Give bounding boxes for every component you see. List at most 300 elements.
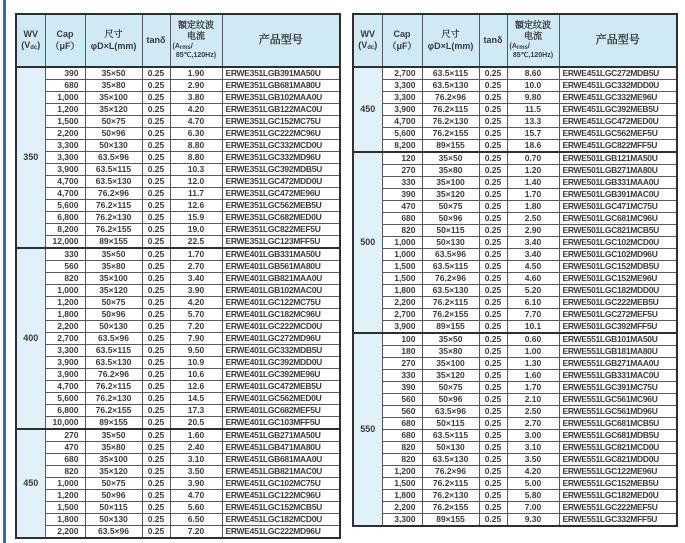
cap-cell: 820	[382, 454, 422, 466]
model-number-cell: ERWE451LGC222MD96U	[222, 526, 340, 539]
ripple-current-cell: 15.7	[507, 128, 559, 140]
cap-cell: 5,600	[45, 200, 85, 212]
col-header-tand: tanδ	[142, 14, 170, 67]
cap-cell: 2,700	[382, 309, 422, 321]
table-body-right	[353, 67, 677, 526]
model-number-cell: ERWE501LGC152MDB5U	[559, 261, 677, 273]
spec-table-left	[15, 13, 341, 539]
size-cell: 63.5×115	[422, 67, 479, 80]
model-number-cell: ERWE401LGC222MCD0U	[222, 321, 340, 333]
size-cell: 50×115	[85, 502, 142, 514]
model-number-cell: ERWE501LGC681MC96U	[559, 213, 677, 225]
tand-cell: 0.25	[479, 502, 507, 514]
ripple-current-cell: 14.5	[170, 393, 222, 405]
cap-cell: 5,600	[45, 393, 85, 405]
tand-cell: 0.25	[479, 225, 507, 237]
ripple-current-cell: 7.20	[170, 321, 222, 333]
size-cell: 63.5×130	[422, 80, 479, 92]
model-number-cell: ERWE551LGC122ME96U	[559, 466, 677, 478]
tand-cell: 0.25	[479, 140, 507, 153]
tand-cell: 0.25	[479, 333, 507, 346]
model-number-cell: ERWE351LGB102MAA0U	[222, 92, 340, 104]
size-cell: 76.2×130	[85, 212, 142, 224]
table-row	[16, 285, 340, 297]
table-row	[353, 466, 677, 478]
cap-cell: 390	[382, 382, 422, 394]
tand-cell: 0.25	[479, 189, 507, 201]
cap-cell: 680	[45, 80, 85, 92]
cap-cell: 3,300	[382, 514, 422, 527]
size-cell: 76.2×155	[422, 309, 479, 321]
tand-cell: 0.25	[479, 80, 507, 92]
cap-cell: 8,200	[382, 140, 422, 153]
cap-cell: 820	[45, 466, 85, 478]
tand-cell: 0.25	[479, 273, 507, 285]
table-row	[16, 429, 340, 442]
model-number-cell: ERWE451LGC272MDB5U	[559, 67, 677, 80]
tand-cell: 0.25	[142, 454, 170, 466]
model-number-cell: ERWE401LGC472MEB5U	[222, 381, 340, 393]
cap-cell: 3,900	[45, 369, 85, 381]
ripple-current-cell: 12.0	[170, 176, 222, 188]
cap-cell: 560	[382, 394, 422, 406]
cap-cell: 1,000	[45, 92, 85, 104]
col-header-model: 产品型号	[559, 14, 677, 67]
model-number-cell: ERWE451LGB821MAC0U	[222, 466, 340, 478]
size-cell: 89×155	[422, 140, 479, 153]
ripple-current-cell: 1.70	[170, 248, 222, 261]
model-number-cell: ERWE401LGC182MC96U	[222, 309, 340, 321]
model-number-cell: ERWE501LGC152ME96U	[559, 273, 677, 285]
tand-cell: 0.25	[142, 104, 170, 116]
size-cell: 76.2×115	[422, 104, 479, 116]
size-cell: 50×115	[422, 418, 479, 430]
tand-cell: 0.25	[479, 237, 507, 249]
tand-cell: 0.25	[142, 164, 170, 176]
table-row	[353, 273, 677, 285]
ripple-current-cell: 1.00	[507, 346, 559, 358]
table-row	[16, 357, 340, 369]
cap-cell: 2,700	[382, 67, 422, 80]
size-cell: 63.5×96	[85, 152, 142, 164]
cap-cell: 1,500	[382, 478, 422, 490]
model-number-cell: ERWE351LGC123MFF5U	[222, 236, 340, 249]
tand-cell: 0.25	[142, 297, 170, 309]
size-cell: 76.2×155	[422, 502, 479, 514]
table-row	[353, 478, 677, 490]
tand-cell: 0.25	[142, 248, 170, 261]
size-cell: 89×155	[85, 236, 142, 249]
tand-cell: 0.25	[479, 430, 507, 442]
tand-cell: 0.25	[142, 188, 170, 200]
cap-cell: 270	[382, 165, 422, 177]
table-row	[353, 104, 677, 116]
size-cell: 50×96	[85, 490, 142, 502]
model-number-cell: ERWE551LGC681MCB5U	[559, 418, 677, 430]
table-row	[16, 405, 340, 417]
tand-cell: 0.25	[479, 213, 507, 225]
cap-cell: 1,500	[382, 273, 422, 285]
model-number-cell: ERWE501LGC471MC75U	[559, 201, 677, 213]
size-cell: 50×130	[422, 442, 479, 454]
size-cell: 50×115	[422, 225, 479, 237]
table-row	[353, 249, 677, 261]
model-number-cell: ERWE351LGC822MEF5U	[222, 224, 340, 236]
tand-cell: 0.25	[142, 176, 170, 188]
spec-table-right	[352, 13, 678, 527]
model-number-cell: ERWE501LGC272MEF5U	[559, 309, 677, 321]
ripple-current-cell: 3.00	[507, 430, 559, 442]
ripple-current-cell: 10.1	[507, 321, 559, 334]
ripple-current-cell: 1.40	[507, 177, 559, 189]
cap-cell: 3,900	[45, 357, 85, 369]
table-body-left	[16, 67, 340, 538]
wv-group-cell: 350	[16, 67, 45, 248]
cap-cell: 560	[45, 261, 85, 273]
table-row	[16, 164, 340, 176]
tand-cell: 0.25	[142, 273, 170, 285]
model-number-cell: ERWE551LGC821MDD0U	[559, 454, 677, 466]
table-row	[16, 490, 340, 502]
size-cell: 63.5×115	[422, 430, 479, 442]
model-number-cell: ERWE501LGC222MEB5U	[559, 297, 677, 309]
size-cell: 50×75	[422, 201, 479, 213]
size-cell: 76.2×115	[422, 478, 479, 490]
ripple-current-cell: 2.70	[507, 418, 559, 430]
tand-cell: 0.25	[142, 490, 170, 502]
size-cell: 35×100	[85, 273, 142, 285]
tand-cell: 0.25	[479, 67, 507, 80]
size-cell: 63.5×96	[85, 333, 142, 345]
model-number-cell: ERWE551LGC681MDB5U	[559, 430, 677, 442]
cap-cell: 270	[382, 358, 422, 370]
table-row	[16, 309, 340, 321]
ripple-current-cell: 10.0	[507, 80, 559, 92]
cap-cell: 100	[382, 333, 422, 346]
size-cell: 76.2×96	[422, 466, 479, 478]
table-row	[16, 116, 340, 128]
table-row	[16, 417, 340, 430]
ripple-current-cell: 5.00	[507, 478, 559, 490]
size-cell: 76.2×155	[85, 224, 142, 236]
tand-cell: 0.25	[142, 405, 170, 417]
ripple-current-cell: 6.50	[170, 514, 222, 526]
table-row	[16, 67, 340, 80]
tand-cell: 0.25	[142, 224, 170, 236]
col-header-wv: WV $(V_{dc})$	[16, 14, 45, 67]
tand-cell: 0.25	[479, 454, 507, 466]
model-number-cell: ERWE451LGC122MC96U	[222, 490, 340, 502]
ripple-current-cell: 18.6	[507, 140, 559, 153]
ripple-current-cell: 7.70	[507, 309, 559, 321]
table-row	[16, 345, 340, 357]
ripple-current-cell: 11.5	[507, 104, 559, 116]
table-row	[353, 261, 677, 273]
size-cell: 76.2×115	[422, 297, 479, 309]
model-number-cell: ERWE551LGC821MCD0U	[559, 442, 677, 454]
size-cell: 35×120	[422, 189, 479, 201]
tand-cell: 0.25	[142, 152, 170, 164]
model-number-cell: ERWE401LGB561MA80U	[222, 261, 340, 273]
size-cell: 63.5×115	[422, 261, 479, 273]
tand-cell: 0.25	[142, 442, 170, 454]
size-cell: 63.5×96	[422, 406, 479, 418]
table-row	[353, 213, 677, 225]
tand-cell: 0.25	[142, 417, 170, 430]
header-row	[16, 14, 340, 67]
size-cell: 50×75	[85, 478, 142, 490]
tand-cell: 0.25	[479, 249, 507, 261]
model-number-cell: ERWE551LGC391MC75U	[559, 382, 677, 394]
ripple-current-cell: 4.70	[170, 116, 222, 128]
cap-cell: 5,600	[382, 128, 422, 140]
size-cell: 35×100	[422, 358, 479, 370]
table-row	[16, 236, 340, 249]
tand-cell: 0.25	[479, 442, 507, 454]
tand-cell: 0.25	[479, 370, 507, 382]
cap-cell: 270	[45, 429, 85, 442]
table-row	[16, 212, 340, 224]
ripple-current-cell: 7.20	[170, 526, 222, 539]
model-number-cell: ERWE451LGC332MDD0U	[559, 80, 677, 92]
size-cell: 35×50	[85, 429, 142, 442]
ripple-current-cell: 4.70	[170, 490, 222, 502]
ripple-current-cell: 8.80	[170, 140, 222, 152]
ripple-current-cell: 8.60	[507, 67, 559, 80]
ripple-current-cell: 6.10	[507, 297, 559, 309]
cap-cell: 1,200	[45, 104, 85, 116]
size-cell: 35×100	[85, 454, 142, 466]
cap-cell: 12,000	[45, 236, 85, 249]
model-number-cell: ERWE351LGC222MC96U	[222, 128, 340, 140]
model-number-cell: ERWE451LGB681MAA0U	[222, 454, 340, 466]
table-row	[16, 188, 340, 200]
model-number-cell: ERWE451LGC102MC75U	[222, 478, 340, 490]
table-row	[353, 454, 677, 466]
model-number-cell: ERWE401LGC103MFF5U	[222, 417, 340, 430]
table-row	[16, 140, 340, 152]
table-row	[16, 261, 340, 273]
model-number-cell: ERWE551LGB181MA80U	[559, 346, 677, 358]
size-cell: 76.2×130	[422, 116, 479, 128]
ripple-current-cell: 1.90	[170, 67, 222, 80]
ripple-current-cell: 15.9	[170, 212, 222, 224]
ripple-current-cell: 3.50	[507, 454, 559, 466]
ripple-current-cell: 4.50	[507, 261, 559, 273]
tand-cell: 0.25	[479, 297, 507, 309]
cap-cell: 3,300	[382, 80, 422, 92]
cap-cell: 3,900	[382, 321, 422, 334]
table-row	[353, 394, 677, 406]
table-row	[16, 454, 340, 466]
size-cell: 35×120	[85, 466, 142, 478]
cap-cell: 10,000	[45, 417, 85, 430]
size-cell: 35×80	[422, 346, 479, 358]
cap-cell: 330	[45, 248, 85, 261]
cap-cell: 1,800	[45, 514, 85, 526]
model-number-cell: ERWE551LGC222MEF5U	[559, 502, 677, 514]
ripple-current-cell: 3.40	[170, 273, 222, 285]
model-number-cell: ERWE451LGC472MED0U	[559, 116, 677, 128]
cap-cell: 8,200	[45, 224, 85, 236]
table-row	[353, 333, 677, 346]
table-row	[353, 189, 677, 201]
table-row	[16, 393, 340, 405]
model-number-cell: ERWE501LGB121MA50U	[559, 152, 677, 165]
ripple-current-cell: 1.30	[507, 358, 559, 370]
table-row	[16, 514, 340, 526]
model-number-cell: ERWE351LGC152MC75U	[222, 116, 340, 128]
header-row	[353, 14, 677, 67]
ripple-current-cell: 5.70	[170, 309, 222, 321]
cap-cell: 330	[382, 177, 422, 189]
tand-cell: 0.25	[142, 333, 170, 345]
cap-cell: 1,500	[382, 261, 422, 273]
model-number-cell: ERWE451LGB471MA80U	[222, 442, 340, 454]
model-number-cell: ERWE501LGC102MCD0U	[559, 237, 677, 249]
model-number-cell: ERWE551LGB331MAC0U	[559, 370, 677, 382]
ripple-current-cell: 0.70	[507, 152, 559, 165]
cap-cell: 1,500	[45, 116, 85, 128]
ripple-current-cell: 1.60	[170, 429, 222, 442]
tand-cell: 0.25	[479, 418, 507, 430]
cap-cell: 2,200	[382, 502, 422, 514]
cap-cell: 4,700	[45, 188, 85, 200]
table-row	[16, 333, 340, 345]
col-header-wv: WV $(V_{dc})$	[353, 14, 382, 67]
table-row	[16, 248, 340, 261]
cap-cell: 3,300	[45, 140, 85, 152]
model-number-cell: ERWE351LGC562MEB5U	[222, 200, 340, 212]
cap-cell: 2,200	[45, 128, 85, 140]
model-number-cell: ERWE351LGB391MA50U	[222, 67, 340, 80]
size-cell: 76.2×155	[422, 128, 479, 140]
size-cell: 35×50	[422, 333, 479, 346]
size-cell: 89×155	[422, 321, 479, 334]
tand-cell: 0.25	[142, 261, 170, 273]
model-number-cell: ERWE501LGC102MD96U	[559, 249, 677, 261]
table-row	[16, 442, 340, 454]
table-row	[16, 176, 340, 188]
size-cell: 35×80	[422, 165, 479, 177]
ripple-current-cell: 4.20	[170, 297, 222, 309]
model-number-cell: ERWE401LGB821MAA0U	[222, 273, 340, 285]
model-number-cell: ERWE351LGC332MCD0U	[222, 140, 340, 152]
model-number-cell: ERWE551LGC182MED0U	[559, 490, 677, 502]
size-cell: 63.5×130	[422, 454, 479, 466]
ripple-current-cell: 1.60	[507, 370, 559, 382]
ripple-current-cell: 5.20	[507, 285, 559, 297]
cap-cell: 390	[382, 189, 422, 201]
ripple-current-cell: 10.6	[170, 369, 222, 381]
ripple-current-cell: 4.60	[507, 273, 559, 285]
tand-cell: 0.25	[142, 67, 170, 80]
tand-cell: 0.25	[479, 346, 507, 358]
table-row	[353, 285, 677, 297]
table-row	[16, 526, 340, 539]
model-number-cell: ERWE351LGC472ME96U	[222, 188, 340, 200]
model-number-cell: ERWE351LGC332MD96U	[222, 152, 340, 164]
size-cell: 76.2×96	[422, 273, 479, 285]
cap-cell: 3,300	[382, 92, 422, 104]
model-number-cell: ERWE351LGC682MED0U	[222, 212, 340, 224]
size-cell: 50×96	[422, 394, 479, 406]
table-row	[353, 128, 677, 140]
ripple-current-cell: 12.6	[170, 200, 222, 212]
table-row	[16, 369, 340, 381]
tand-cell: 0.25	[479, 309, 507, 321]
model-number-cell: ERWE401LGB331MA50U	[222, 248, 340, 261]
size-cell: 50×75	[422, 382, 479, 394]
tand-cell: 0.25	[479, 514, 507, 527]
size-cell: 50×75	[85, 116, 142, 128]
table-row	[16, 128, 340, 140]
tand-cell: 0.25	[479, 261, 507, 273]
size-cell: 76.2×130	[422, 490, 479, 502]
cap-cell: 680	[45, 454, 85, 466]
tand-cell: 0.25	[479, 382, 507, 394]
model-number-cell: ERWE551LGC561MD96U	[559, 406, 677, 418]
tand-cell: 0.25	[142, 236, 170, 249]
table-row	[353, 514, 677, 527]
ripple-current-cell: 8.80	[170, 152, 222, 164]
table-header	[16, 14, 340, 67]
tand-cell: 0.25	[479, 406, 507, 418]
ripple-current-cell: 19.0	[170, 224, 222, 236]
ripple-current-cell: 1.80	[507, 201, 559, 213]
model-number-cell: ERWE501LGB271MA80U	[559, 165, 677, 177]
model-number-cell: ERWE451LGB271MA50U	[222, 429, 340, 442]
ripple-current-cell: 4.20	[170, 104, 222, 116]
table-row	[353, 140, 677, 153]
size-cell: 76.2×96	[85, 188, 142, 200]
tand-cell: 0.25	[142, 309, 170, 321]
ripple-current-cell: 5.60	[170, 502, 222, 514]
size-cell: 76.2×115	[85, 200, 142, 212]
tand-cell: 0.25	[142, 502, 170, 514]
size-cell: 35×50	[85, 248, 142, 261]
ripple-current-cell: 2.50	[507, 406, 559, 418]
cap-cell: 6,800	[45, 212, 85, 224]
model-number-cell: ERWE551LGC152MEB5U	[559, 478, 677, 490]
ripple-current-cell: 7.00	[507, 502, 559, 514]
tand-cell: 0.25	[142, 200, 170, 212]
tand-cell: 0.25	[142, 128, 170, 140]
table-row	[353, 165, 677, 177]
model-number-cell: ERWE501LGB391MAC0U	[559, 189, 677, 201]
model-number-cell: ERWE551LGB271MAA0U	[559, 358, 677, 370]
ripple-current-cell: 3.40	[507, 249, 559, 261]
model-number-cell: ERWE351LGB681MA80U	[222, 80, 340, 92]
table-row	[353, 430, 677, 442]
size-cell: 89×155	[85, 417, 142, 430]
table-row	[353, 297, 677, 309]
size-cell: 76.2×96	[422, 92, 479, 104]
col-header-ripple-current: 額定纹波 电流 ($A_{rms}/$ 85℃,120Hz)	[507, 14, 559, 67]
cap-cell: 2,200	[45, 321, 85, 333]
size-cell: 63.5×96	[85, 526, 142, 539]
table-row	[353, 321, 677, 334]
ripple-current-cell: 2.40	[170, 442, 222, 454]
ripple-current-cell: 3.80	[170, 92, 222, 104]
ripple-current-cell: 2.10	[507, 394, 559, 406]
tand-cell: 0.25	[142, 369, 170, 381]
ripple-current-cell: 3.10	[170, 454, 222, 466]
model-number-cell: ERWE351LGC392MDB5U	[222, 164, 340, 176]
cap-cell: 3,900	[45, 164, 85, 176]
model-number-cell: ERWE451LGC822MFF5U	[559, 140, 677, 153]
ripple-current-cell: 20.5	[170, 417, 222, 430]
